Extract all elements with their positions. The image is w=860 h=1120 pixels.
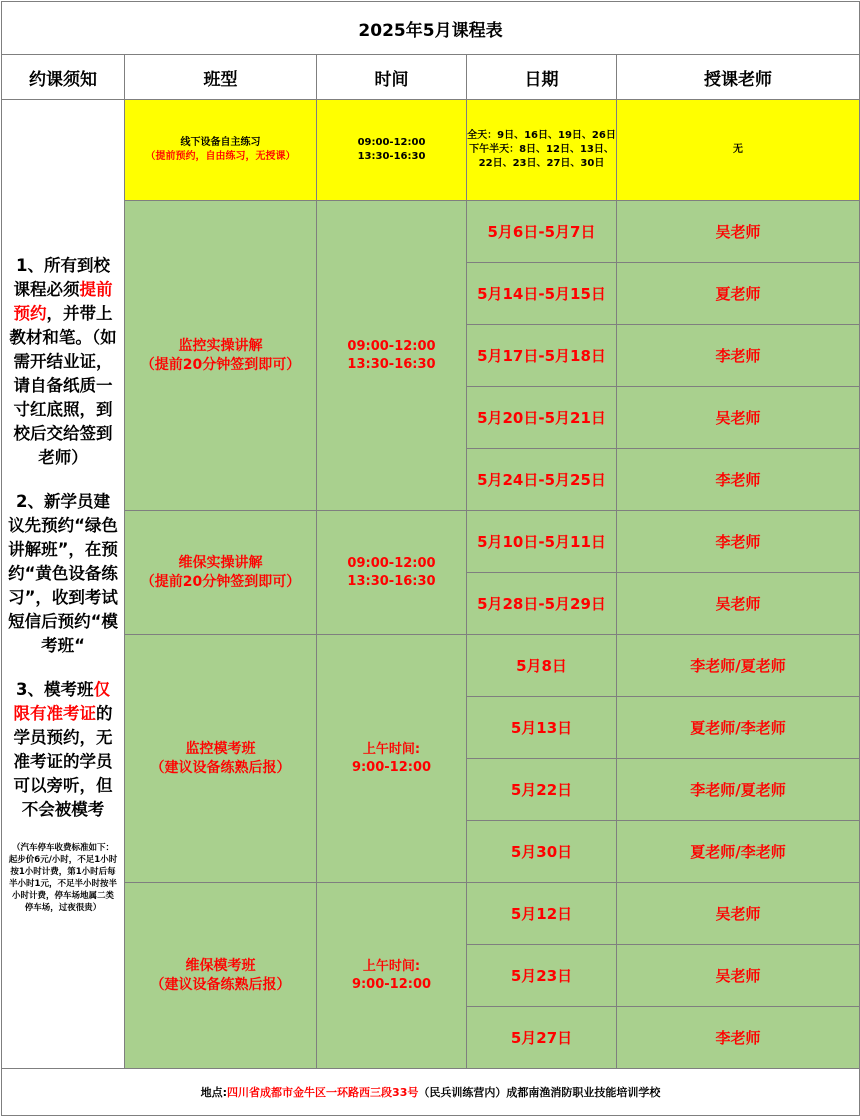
time-cell: 09:00-12:00 13:30-16:30 xyxy=(317,511,467,635)
date-cell: 5月6日-5月7日 xyxy=(467,201,617,263)
note-item-2: 2、新学员建议先预约“绿色讲解班”，在预约“黄色设备练习”，收到考试短信后预约“模考班“ xyxy=(8,492,118,655)
teacher-cell: 李老师/夏老师 xyxy=(617,759,860,821)
practice-teacher: 无 xyxy=(617,100,860,201)
date-cell: 5月22日 xyxy=(467,759,617,821)
teacher-cell: 夏老师/李老师 xyxy=(617,697,860,759)
date-cell: 5月24日-5月25日 xyxy=(467,449,617,511)
page-title: 2025年5月课程表 xyxy=(2,2,860,55)
address-label: 地点: xyxy=(200,1086,228,1099)
class-type-cell: 维保模考班 （建议设备练熟后报） xyxy=(125,883,317,1069)
note-item-3: 3、模考班仅限有准考证的学员预约，无准考证的学员可以旁听，但不会被模考 xyxy=(13,680,113,819)
teacher-cell: 吴老师 xyxy=(617,945,860,1007)
date-cell: 5月17日-5月18日 xyxy=(467,325,617,387)
date-cell: 5月30日 xyxy=(467,821,617,883)
teacher-cell: 李老师/夏老师 xyxy=(617,635,860,697)
date-cell: 5月28日-5月29日 xyxy=(467,573,617,635)
teacher-cell: 李老师 xyxy=(617,511,860,573)
teacher-cell: 吴老师 xyxy=(617,573,860,635)
date-cell: 5月12日 xyxy=(467,883,617,945)
class-type-cell: 维保实操讲解 （提前20分钟签到即可） xyxy=(125,511,317,635)
teacher-cell: 吴老师 xyxy=(617,387,860,449)
teacher-cell: 吴老师 xyxy=(617,201,860,263)
address-text: 四川省成都市金牛区一环路西三段33号 xyxy=(227,1086,419,1099)
time-cell: 上午时间: 9:00-12:00 xyxy=(317,635,467,883)
date-cell: 5月10日-5月11日 xyxy=(467,511,617,573)
teacher-cell: 李老师 xyxy=(617,449,860,511)
header-class-type: 班型 xyxy=(125,55,317,100)
practice-sub: （提前预约，自由练习，无授课） xyxy=(145,151,296,162)
practice-class xyxy=(125,100,317,201)
class-type-cell: 监控模考班 （建议设备练熟后报） xyxy=(125,635,317,883)
header-teacher: 授课老师 xyxy=(617,55,860,100)
note-item-1: 1、所有到校课程必须提前预约，并带上教材和笔。（如需开结业证，请自备纸质一寸红底照，到校后交给签到老师） xyxy=(9,256,117,467)
date-cell: 5月14日-5月15日 xyxy=(467,263,617,325)
parking-note: （汽车停车收费标准如下：起步价6元/小时，不足1小时按1小时计费，第1小时后每半小时1元，不足半小时按半小时计费，停车场地属二类停车场，过夜很贵） xyxy=(8,843,118,913)
teacher-cell: 夏老师 xyxy=(617,263,860,325)
teacher-cell: 李老师 xyxy=(617,1007,860,1069)
date-cell: 5月8日 xyxy=(467,635,617,697)
date-cell: 5月23日 xyxy=(467,945,617,1007)
class-type-cell: 监控实操讲解 （提前20分钟签到即可） xyxy=(125,201,317,511)
time-cell: 上午时间: 9:00-12:00 xyxy=(317,883,467,1069)
schedule-table xyxy=(1,1,860,1116)
teacher-cell: 夏老师/李老师 xyxy=(617,821,860,883)
teacher-cell: 李老师 xyxy=(617,325,860,387)
time-cell: 09:00-12:00 13:30-16:30 xyxy=(317,201,467,511)
school-name: （民兵训练营内）成都南渔消防职业技能培训学校 xyxy=(418,1086,661,1099)
practice-dates: 全天：9日、16日、19日、26日 下午半天：8日、12日、13日、 22日、23日、27日、30日 xyxy=(467,100,617,201)
date-cell: 5月27日 xyxy=(467,1007,617,1069)
booking-notes xyxy=(2,100,125,1069)
practice-time: 09:00-12:00 13:30-16:30 xyxy=(317,100,467,201)
header-date: 日期 xyxy=(467,55,617,100)
header-notes: 约课须知 xyxy=(2,55,125,100)
date-cell: 5月20日-5月21日 xyxy=(467,387,617,449)
teacher-cell: 吴老师 xyxy=(617,883,860,945)
date-cell: 5月13日 xyxy=(467,697,617,759)
practice-name: 线下设备自主练习 xyxy=(180,137,261,148)
footer-address xyxy=(2,1069,860,1116)
header-time: 时间 xyxy=(317,55,467,100)
